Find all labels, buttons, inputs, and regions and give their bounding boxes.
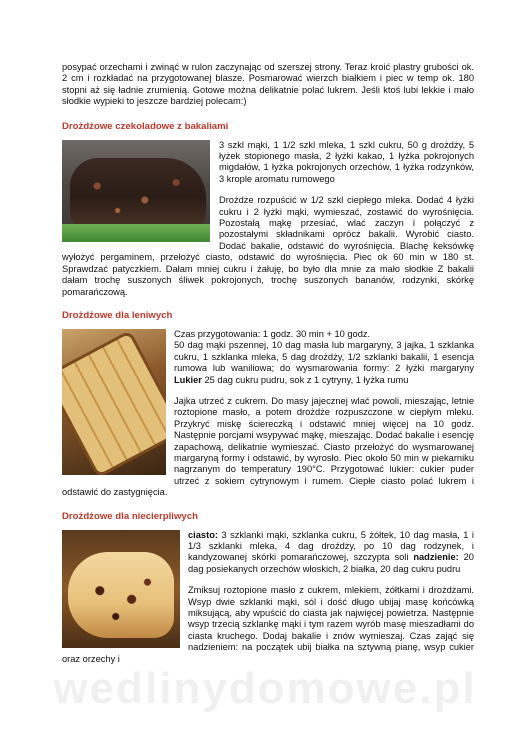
recipe-2-time: Czas przygotowania: 1 godz. 30 min + 10 godz. [174,328,371,339]
sliced-yeast-cake-photo [62,329,166,475]
recipe-section-3 [62,511,474,665]
recipe-3-method: Zmiksuj roztopione masło z cukrem, mlekiem, żółtkami i drożdżami. Wsyp dwie szklanki mąki, sól i dość długo ubijaj masę końcówką miksującą, aby wpuścić do ciasta jak najwięcej powietrza. Następnie wsyp trzecią szklankę mąki i tym razem wyrób masę mieszadłami do ciasta kruchego. Dodaj bakalie i znów wymieszaj. Czas zająć się nadzieniem: na początek ubij białka na sztywną pianę, wsyp cukier oraz orzechy i [62,585,474,664]
recipe-section-1 [62,121,474,298]
recipe-title-1: Drożdżowe czekoladowe z bakaliami [62,120,229,132]
recipe-2-method: Jajka utrzeć z cukrem. Do masy jajecznej wlać powoli, mieszając, letnie roztopione masło, a potem drożdże rozpuszczone w ciepłym mleku. Przykryć miskę ściereczką i odstawić mniej więcej na 10 godz. Następnie porcjami wsypywać mąkę, mieszając. Dodać bakalie i esencję zapachową, delikatnie wymieszać. Ciasto przełożyć do wysmarowanej margaryną formy i odstawić, by wyrosło. Piec około 50 min w piekarniku nagrzanym do temperatury 190°C. Przygotować lukier: cukier puder utrzeć z sokiem cytrynowym i rumem. Ciepłe ciasto polać lukrem i odstawić do zastygnięcia. [62,395,474,498]
recipe-title-2: Drożdżowe dla leniwych [62,309,173,321]
lukier-label: Lukier [174,374,202,385]
recipe-page [62,62,474,677]
intro-paragraph: posypać orzechami i zwinąć w rulon zaczynając od szerszej strony. Teraz kroić plastry grubości ok. 2 cm i rozkładać na przygotowanej blasze. Posmarować wierzch białkiem i piec w temp ok. 180 stopni aż się ładnie zrumienią. Gotowe można delikatnie polać lukrem. Jeśli ktoś lubi lekkie i mało słodkie wypieki to jeszcze bardziej polecam:) [62,62,474,107]
ciasto-label: ciasto: [188,529,218,540]
recipe-section-2 [62,310,474,499]
recipe-1-ingredients: 3 szkl mąki, 1 1/2 szkl mleka, 1 szkl cukru, 50 g drożdży, 5 łyżek stopionego masła, 2 łyżki kakao, 1 łyżka pokrojonych migdałów, 1 łyżka pokrojonych orzechów, 1 łyżka rodzynków, 3 krople aromatu rumowego [219,139,474,184]
nadzienie-label: nadzienie: [413,552,459,563]
raisin-yeast-cake-photo [62,530,180,648]
watermark: wedlinydomowe.pl [53,664,477,713]
recipe-3-ingredients: ciasto: 3 szklanki mąki, szklanka cukru, 5 żółtek, 10 dag masła, 1 i 1/3 szklanki mleka, 4 dag drożdży, po 10 dag rodzynek, i kandyzowanej skórki pomarańczowej, szczypta soli nadzienie: 20 dag posiekanych orzechów włoskich, 2 białka, 20 dag cukru pudru [188,529,474,574]
recipe-2-ingredients: 50 dag mąki pszennej, 10 dag masła lub margaryny, 3 jajka, 1 szklanka cukru, 1 szklanka mleka, 5 dag drożdży, 1/2 szklanki bakalii, 1 esencja rumowa lub waniliowa; do wysmarowania formy: 2 łyżki margaryny Lukier 25 dag cukru pudru, sok z 1 cytryny, 1 łyżka rumu [174,340,474,385]
chocolate-cake-photo [62,140,210,242]
recipe-1-method: Drożdże rozpuścić w 1/2 szkl ciepłego mleka. Dodać 4 łyżki cukru i 2 łyżki mąki, wymieszać, zostawić do wyrośnięcia. Pozostałą mąkę przesiać, wlać zaczyn i połączyć z pozostałymi składnikami oprócz bakalii. Wyrobić ciasto. Dodać bakalie, odstawić do wyrośnięcia. Blachę keksówkę wyłożyć pergaminem, przełożyć ciasto, odstawić do wyrośnięcia. Piec ok 60 min w 180 st. Sprawdzać patyczkiem. Dałam mniej cukru i żałuję, bo było dla mnie za mało słodkie Z bakalii dałam trochę suszonych śliwek pokrojonych, trochę suszonych bananów, rodzynki, skórkę pomarańczową. [62,195,474,297]
recipe-title-3: Drożdżowe dla niecierpliwych [62,510,198,522]
